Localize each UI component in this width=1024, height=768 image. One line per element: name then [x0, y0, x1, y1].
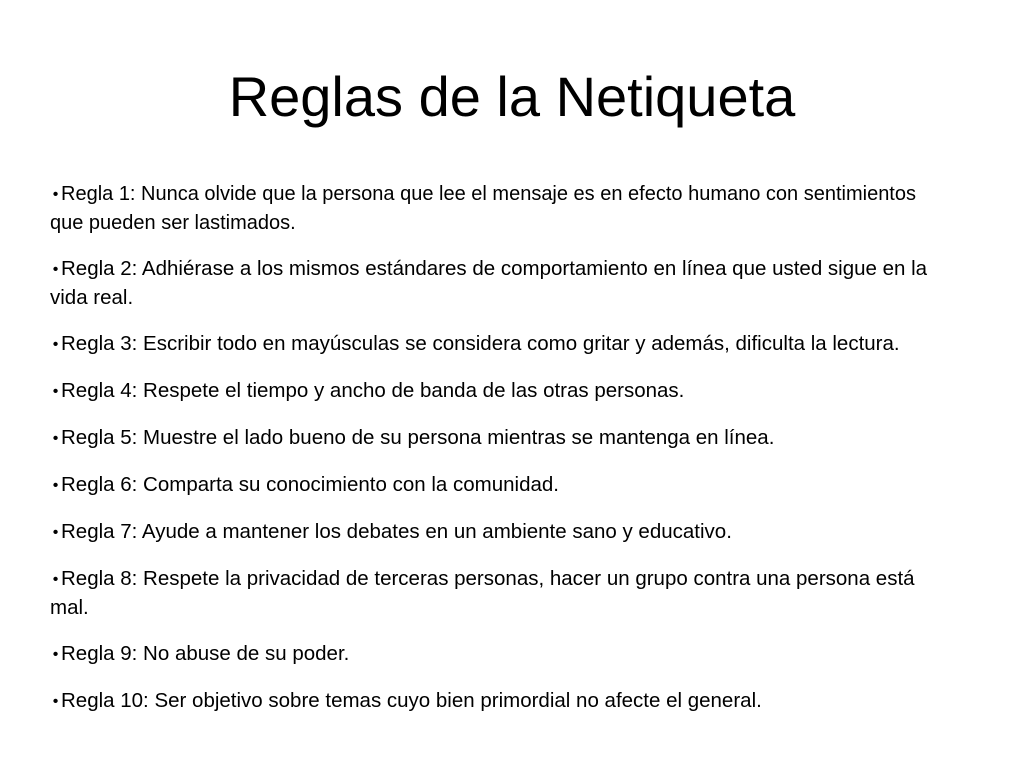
rule-text: Regla 6: Comparta su conocimiento con la comunidad. — [61, 473, 559, 496]
rule-item — [50, 687, 950, 716]
rule-text: Regla 4: Respete el tiempo y ancho de banda de las otras personas. — [61, 379, 685, 402]
rule-item — [50, 518, 950, 547]
bullet-icon: • — [52, 336, 59, 353]
rule-item — [50, 330, 950, 359]
rule-item — [50, 471, 950, 500]
rule-item — [50, 424, 950, 453]
rule-text: Regla 7: Ayude a mantener los debates en un ambiente sano y educativo. — [61, 520, 732, 543]
bullet-icon: • — [52, 383, 59, 400]
rule-text: Regla 10: Ser objetivo sobre temas cuyo bien primordial no afecte el general. — [61, 689, 762, 712]
rule-item — [50, 640, 950, 669]
bullet-icon: • — [52, 571, 59, 588]
bullet-icon: • — [52, 693, 59, 710]
rule-item — [50, 255, 950, 312]
bullet-icon: • — [52, 186, 59, 203]
bullet-icon: • — [52, 477, 59, 494]
rule-item — [50, 377, 950, 406]
bullet-icon: • — [52, 430, 59, 447]
bullet-icon: • — [52, 261, 59, 278]
rule-item — [50, 180, 950, 237]
rule-text: Regla 1: Nunca olvide que la persona que lee el mensaje es en efecto humano con sentimientos que pueden ser lastimados. — [50, 183, 916, 234]
rule-text: Regla 3: Escribir todo en mayúsculas se considera como gritar y además, dificulta la lectura. — [61, 332, 900, 355]
rules-list — [50, 180, 950, 734]
rule-item — [50, 565, 950, 622]
rule-text: Regla 8: Respete la privacidad de terceras personas, hacer un grupo contra una persona está mal. — [50, 567, 915, 619]
rule-text: Regla 5: Muestre el lado bueno de su persona mientras se mantenga en línea. — [61, 426, 775, 449]
slide-title: Reglas de la Netiqueta — [228, 65, 796, 128]
bullet-icon: • — [52, 646, 59, 663]
rule-text: Regla 2: Adhiérase a los mismos estándares de comportamiento en línea que usted sigue en la vida real. — [50, 257, 928, 309]
rule-text: Regla 9: No abuse de su poder. — [61, 642, 350, 665]
bullet-icon: • — [52, 524, 59, 541]
